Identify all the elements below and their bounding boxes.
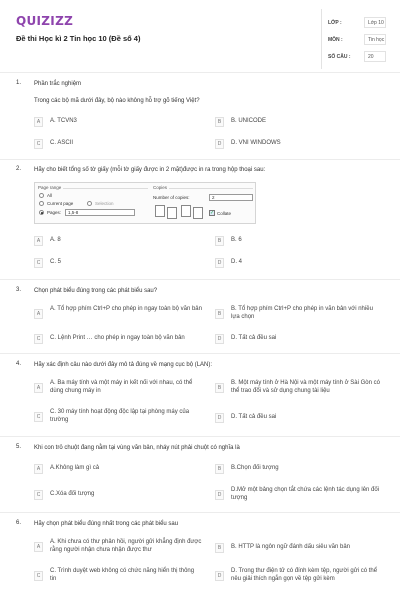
option-5d[interactable] <box>215 486 385 506</box>
page-icon <box>193 207 203 219</box>
collate-checkbox: ✓ <box>210 210 215 216</box>
option-letter: D <box>215 334 224 344</box>
question-text: Hãy chọn phát biểu đúng nhất trong các phát biểu sau <box>34 521 179 527</box>
option-text: A. TCVN3 <box>50 118 77 124</box>
meta-subject <box>328 34 386 46</box>
header-divider <box>0 72 400 73</box>
option-text: D. Tất cả đều sai <box>231 414 277 420</box>
page-title: Đề thi Học kì 2 Tin học 10 (Đề số 4) <box>16 34 141 43</box>
number-of-copies-label: Number of copies: <box>153 195 190 200</box>
option-letter: B <box>215 309 224 319</box>
option-letter: B <box>215 236 224 246</box>
radio-pages-label: Pages: <box>47 210 62 215</box>
option-4c[interactable] <box>34 408 204 428</box>
question-text: Hãy cho biết tổng số tờ giấy (mỗi tờ giấy được in 2 mặt)được in ra trong hộp thoại sau: <box>34 167 266 173</box>
option-letter: C <box>34 490 43 500</box>
option-letter: B <box>215 117 224 127</box>
option-6a[interactable] <box>34 538 204 558</box>
option-5c[interactable] <box>34 490 204 502</box>
option-text: B. Một máy tính ở Hà Nội và một máy tính ở Sài Gòn có thể trao đổi và sử dụng chung tài liệu <box>231 380 380 394</box>
option-text: C. Lệnh Print … cho phép in ngay toàn bộ văn bản <box>50 335 185 341</box>
copies-label: Copies <box>153 185 168 190</box>
radio-pages <box>39 210 44 215</box>
option-letter: A <box>34 464 43 474</box>
print-dialog-image <box>34 182 256 224</box>
page-icon <box>155 205 165 217</box>
option-2a[interactable] <box>34 236 204 248</box>
page-header <box>0 0 400 70</box>
option-5a[interactable] <box>34 464 204 476</box>
option-letter: D <box>215 258 224 268</box>
option-letter: D <box>215 571 224 581</box>
meta-class-label: LỚP : <box>328 20 342 26</box>
option-text: D.Mở một bảng chọn tắt chứa các lệnh tác dụng lên đối tượng <box>231 487 380 501</box>
option-letter: B <box>215 383 224 393</box>
option-5b[interactable] <box>215 464 385 476</box>
option-6d[interactable] <box>215 567 385 587</box>
collate-label: Collate <box>217 211 232 216</box>
option-text: D. VNI WINDOWS <box>231 140 281 146</box>
option-text: C. 30 máy tính hoạt động độc lập tại phòng máy của trường <box>50 409 190 423</box>
option-4b[interactable] <box>215 379 385 399</box>
option-1a[interactable] <box>34 117 204 129</box>
question-number: 1. <box>16 80 22 86</box>
page-range-label: Page range <box>38 185 62 190</box>
question-number: 4. <box>16 361 22 367</box>
option-3b[interactable] <box>215 305 385 325</box>
option-1d[interactable] <box>215 139 385 151</box>
section-title: Phần trắc nghiệm <box>34 81 82 87</box>
exam-meta <box>321 9 387 69</box>
radio-current-page <box>39 201 44 206</box>
option-text: B. HTTP là ngôn ngữ đánh dấu siêu văn bản <box>231 544 350 550</box>
radio-current-page-label: Current page <box>47 201 74 206</box>
option-letter: C <box>34 139 43 149</box>
option-1b[interactable] <box>215 117 385 129</box>
option-text: B. 6 <box>231 237 242 243</box>
option-letter: A <box>34 542 43 552</box>
page-icon <box>167 207 177 219</box>
quizizz-logo: QUIZIZZ <box>16 14 74 28</box>
radio-selection-label: Selection <box>95 201 114 206</box>
option-text: A.Không làm gì cả <box>50 465 100 471</box>
option-letter: D <box>215 490 224 500</box>
question-divider <box>0 279 400 280</box>
option-letter: C <box>34 571 43 581</box>
option-2c[interactable] <box>34 258 204 270</box>
option-3c[interactable] <box>34 334 204 346</box>
option-3a[interactable] <box>34 305 204 325</box>
question-divider <box>0 159 400 160</box>
question-number: 3. <box>16 287 22 293</box>
option-text: B.Chọn đối tượng <box>231 465 279 471</box>
meta-question-count <box>328 51 386 63</box>
meta-class-value: Lớp 10 <box>364 17 386 28</box>
question-number: 2. <box>16 166 22 172</box>
option-text: B. Tổ hợp phím Ctrl+P cho phép in văn bản với nhiều lựa chọn <box>231 306 373 320</box>
question-number: 5. <box>16 444 22 450</box>
question-divider <box>0 353 400 354</box>
option-2b[interactable] <box>215 236 385 248</box>
question-text: Khi con trỏ chuột đang nằm tại vùng văn bản, nháy nút phải chuột có nghĩa là <box>34 445 240 451</box>
question-text: Trong các bộ mã dưới đây, bộ nào không hỗ trợ gõ tiếng Việt? <box>34 98 200 104</box>
option-letter: A <box>34 383 43 393</box>
option-text: D. Tất cả đều sai <box>231 335 277 341</box>
option-text: A. 8 <box>50 237 61 243</box>
option-text: C. ASCII <box>50 140 74 146</box>
option-letter: A <box>34 309 43 319</box>
option-text: C. 5 <box>50 259 62 265</box>
radio-all-label: All <box>47 193 53 198</box>
option-1c[interactable] <box>34 139 204 151</box>
group-line <box>63 188 148 189</box>
option-3d[interactable] <box>215 334 385 346</box>
option-letter: C <box>34 412 43 422</box>
option-text: A. Khi chưa có thư phản hồi, người gửi khẳng định được rằng người nhận chưa nhận được thư <box>50 539 202 553</box>
option-letter: B <box>215 464 224 474</box>
radio-all <box>39 193 44 198</box>
option-letter: B <box>215 543 224 553</box>
option-letter: C <box>34 258 43 268</box>
option-2d[interactable] <box>215 258 385 270</box>
option-text: A. Tổ hợp phím Ctrl+P cho phép in ngay toàn bộ văn bản <box>50 306 202 312</box>
pages-field: 1,5-8 <box>65 209 135 216</box>
copies-field: 2 <box>209 194 253 201</box>
option-letter: D <box>215 139 224 149</box>
question-divider <box>0 512 400 513</box>
option-text: B. UNICODE <box>231 118 267 124</box>
option-text: D. Trong thư điện tử có đính kèm tệp, người gửi có thể nêu giải thích ngắn gọn về tệp gửi kèm <box>231 568 378 582</box>
option-letter: D <box>215 413 224 423</box>
option-6c[interactable] <box>34 567 204 587</box>
page-icon <box>181 205 191 217</box>
question-divider <box>0 436 400 437</box>
option-6b[interactable] <box>215 543 385 555</box>
radio-selection <box>87 201 92 206</box>
meta-subject-label: MÔN : <box>328 37 343 43</box>
meta-subject-value: Tin học <box>364 34 386 45</box>
option-4d[interactable] <box>215 413 385 425</box>
option-text: C. Trình duyệt web không có chức năng hiển thị thông tin <box>50 568 195 582</box>
option-text: A. Ba máy tính và một máy in kết nối với nhau, có thể dùng chung máy in <box>50 380 193 394</box>
option-letter: A <box>34 117 43 127</box>
meta-count-label: SỐ CÂU : <box>328 54 351 60</box>
meta-class <box>328 17 386 29</box>
option-text: C.Xóa đối tượng <box>50 491 95 497</box>
option-letter: C <box>34 334 43 344</box>
group-line <box>169 188 253 189</box>
option-text: D. 4 <box>231 259 243 265</box>
meta-count-value: 20 <box>364 51 386 62</box>
option-letter: A <box>34 236 43 246</box>
question-text: Hãy xác định câu nào dưới đây mô tả đúng về mạng cục bộ (LAN): <box>34 362 213 368</box>
question-number: 6. <box>16 520 22 526</box>
question-text: Chọn phát biểu đúng trong các phát biểu sau? <box>34 288 158 294</box>
option-4a[interactable] <box>34 379 204 399</box>
